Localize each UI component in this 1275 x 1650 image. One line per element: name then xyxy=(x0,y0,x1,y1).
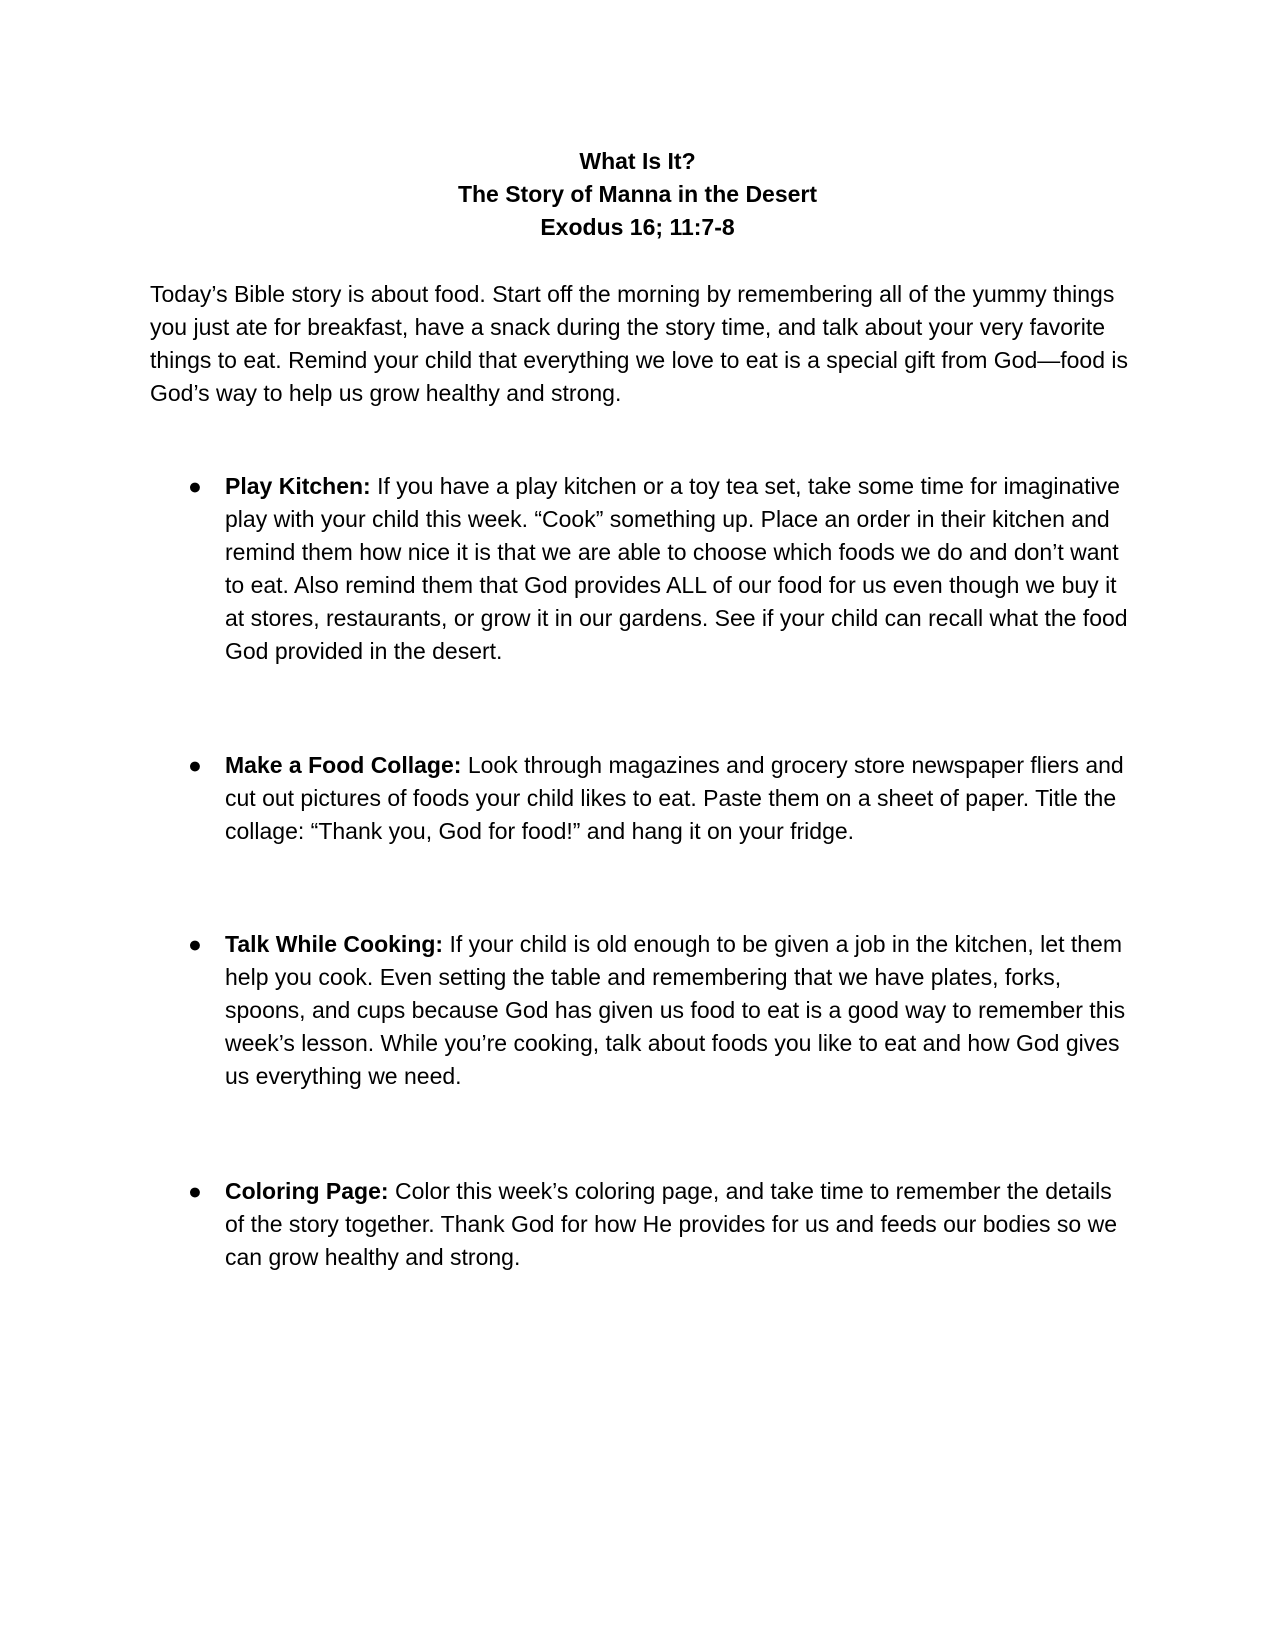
bullet-icon: ● xyxy=(188,1178,202,1204)
page-title: What Is It? xyxy=(579,148,696,174)
activity-text: Color this week’s coloring page, and take time to remember the details of the story together. Thank God for how He provides for us and feeds our bodies so we can grow healthy and strong. xyxy=(225,1178,1117,1270)
activity-text: If your child is old enough to be given a job in the kitchen, let them help you cook. Even setting the table and remembering that we have plates, forks, spoons, and cups because God has given us food to eat is a good way to remember this week’s lesson. While you’re cooking, talk about foods you like to eat and how God gives us everything we need. xyxy=(225,931,1126,1089)
page-subtitle: The Story of Manna in the Desert xyxy=(457,181,818,207)
activity-label: Make a Food Collage: xyxy=(225,752,462,778)
bullet-icon: ● xyxy=(188,931,202,957)
activity-item-food-collage xyxy=(188,749,1135,848)
bullet-icon: ● xyxy=(188,752,202,778)
activity-label: Coloring Page: xyxy=(225,1178,389,1204)
activity-label: Play Kitchen: xyxy=(225,473,371,499)
bullet-icon: ● xyxy=(188,473,202,499)
scripture-reference: Exodus 16; 11:7-8 xyxy=(540,214,735,240)
title-block xyxy=(0,145,1275,244)
activity-text: Look through magazines and grocery store newspaper fliers and cut out pictures of foods your child likes to eat. Paste them on a sheet of paper. Title the collage: “Thank you, God for food!” and hang it on your fridge. xyxy=(225,752,1124,844)
activity-item-coloring-page xyxy=(188,1175,1135,1274)
activity-text: If you have a play kitchen or a toy tea set, take some time for imaginative play with your child this week. “Cook” something up. Place an order in their kitchen and remind them how nice it is that we are able to choose which foods we do and don’t want to eat. Also remind them that God provides ALL of our food for us even though we buy it at stores, restaurants, or grow it in our gardens. See if your child can recall what the food God provided in the desert. xyxy=(225,473,1128,664)
activity-item-talk-while-cooking xyxy=(188,928,1135,1093)
intro-paragraph: Today’s Bible story is about food. Start off the morning by remembering all of the yummy things you just ate for breakfast, have a snack during the story time, and talk about your very favorite things to eat. Remind your child that everything we love to eat is a special gift from God—food is God’s way to help us grow healthy and strong. xyxy=(150,281,1128,406)
activity-label: Talk While Cooking: xyxy=(225,931,444,957)
activity-item-play-kitchen xyxy=(188,470,1135,668)
